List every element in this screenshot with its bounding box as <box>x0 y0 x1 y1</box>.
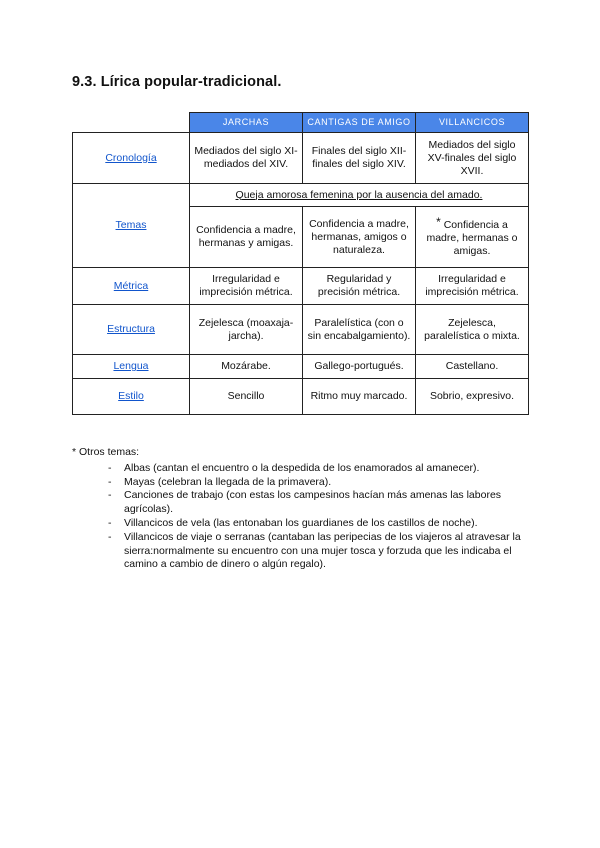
cell-temas-villancicos-text: Confidencia a madre, hermanas o amigas. <box>426 219 518 257</box>
header-jarchas: JARCHAS <box>190 113 303 133</box>
cell-estilo-cantigas: Ritmo muy marcado. <box>303 379 416 415</box>
notes-list <box>72 462 532 572</box>
row-metrica <box>73 268 529 305</box>
header-row <box>73 113 529 133</box>
header-villancicos: VILLANCICOS <box>416 113 529 133</box>
cell-temas-shared: Queja amorosa femenina por la ausencia del amado. <box>190 184 529 207</box>
link-cronologia[interactable]: Cronología <box>105 151 157 164</box>
cell-metrica-cantigas: Regularidad y precisión métrica. <box>303 268 416 305</box>
cell-estructura-villancicos: Zejelesca, paralelística o mixta. <box>416 305 529 355</box>
link-metrica[interactable]: Métrica <box>113 279 149 292</box>
header-blank-cell <box>73 113 190 133</box>
cell-temas-jarchas: Confidencia a madre, hermanas y amigas. <box>190 207 303 268</box>
link-temas[interactable]: Temas <box>115 219 147 231</box>
cell-estructura-cantigas: Paralelística (con o sin encabalgamiento). <box>303 305 416 355</box>
cell-metrica-villancicos: Irregularidad e imprecisión métrica. <box>416 268 529 305</box>
cell-metrica-jarchas: Irregularidad e imprecisión métrica. <box>190 268 303 305</box>
cell-temas-cantigas: Confidencia a madre, hermanas, amigos o naturaleza. <box>303 207 416 268</box>
cell-lengua-cantigas: Gallego-portugués. <box>303 355 416 379</box>
row-temas-shared <box>73 184 529 207</box>
cell-cronologia-cantigas: Finales del siglo XII-finales del siglo XIV. <box>303 133 416 184</box>
cell-lengua-jarchas: Mozárabe. <box>190 355 303 379</box>
lirica-table <box>72 112 529 415</box>
list-item: - Villancicos de viaje o serranas (cantaban las peripecias de los viajeros al atravesar la sierra:normalmente su encuentro con una mujer tosca y forzuda que les indicaba el camino a cambio de dinero o algún regalo). <box>108 531 532 572</box>
page-title: 9.3. Lírica popular-tradicional. <box>72 74 282 90</box>
cell-temas-villancicos <box>416 207 529 268</box>
row-lengua <box>73 355 529 379</box>
cell-cronologia-jarchas: Mediados del siglo XI-mediados del XIV. <box>190 133 303 184</box>
list-item: - Albas (cantan el encuentro o la despedida de los enamorados al amanecer). <box>108 462 532 476</box>
list-item: - Mayas (celebran la llegada de la primavera). <box>108 476 532 490</box>
cell-lengua-villancicos: Castellano. <box>416 355 529 379</box>
header-cantigas: CANTIGAS DE AMIGO <box>303 113 416 133</box>
cell-estilo-jarchas: Sencillo <box>190 379 303 415</box>
cell-cronologia-villancicos: Mediados del siglo XV-finales del siglo XVII. <box>416 133 529 184</box>
list-item: - Villancicos de vela (las entonaban los guardianes de los castillos de noche). <box>108 517 532 531</box>
cell-estructura-jarchas: Zejelesca (moaxaja-jarcha). <box>190 305 303 355</box>
link-lengua[interactable]: Lengua <box>113 360 149 372</box>
row-estilo <box>73 379 529 415</box>
row-cronologia <box>73 133 529 184</box>
row-estructura <box>73 305 529 355</box>
link-estilo[interactable]: Estilo <box>118 390 144 402</box>
link-estructura[interactable]: Estructura <box>107 323 155 335</box>
asterisk-mark: * <box>436 215 441 229</box>
notes-heading: * Otros temas: <box>72 446 140 458</box>
list-item: - Canciones de trabajo (con estas los campesinos hacían más amenas las labores agrícolas). <box>108 489 532 517</box>
notes-section <box>72 446 532 572</box>
cell-estilo-villancicos: Sobrio, expresivo. <box>416 379 529 415</box>
